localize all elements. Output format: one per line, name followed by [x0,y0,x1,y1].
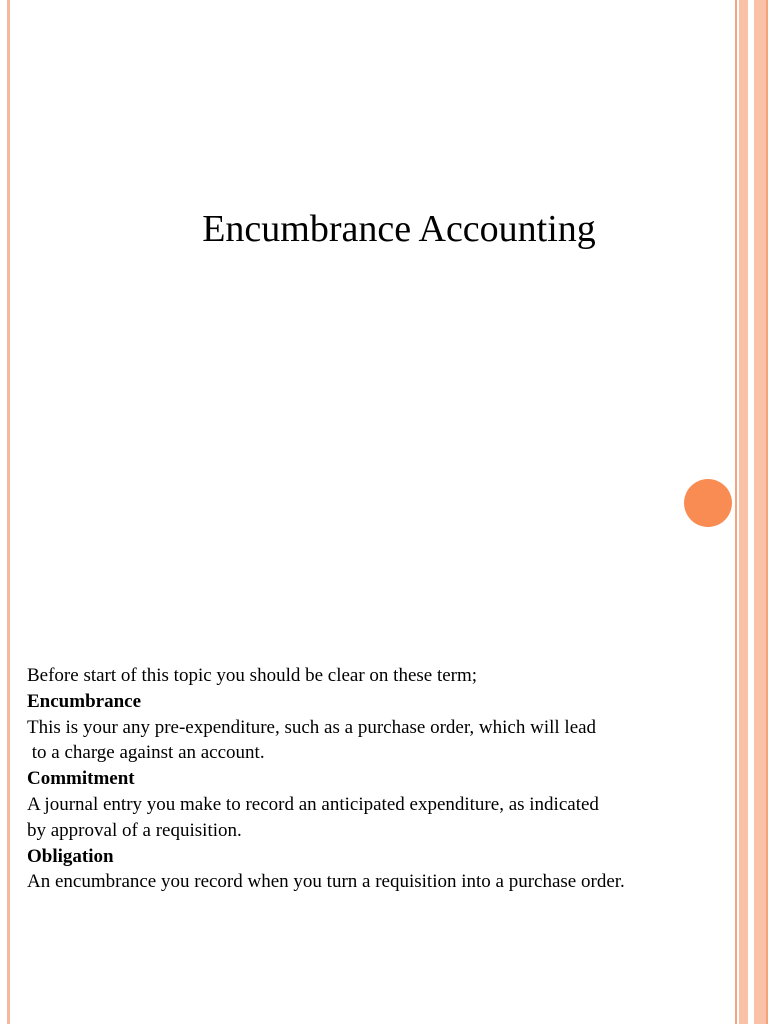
term-definition-line: An encumbrance you record when you turn a requisition into a purchase order. [27,871,625,893]
term-heading-encumbrance: Encumbrance [27,690,141,712]
accent-circle-icon [684,479,732,527]
term-heading-commitment: Commitment [27,768,135,790]
term-heading-obligation: Obligation [27,845,114,867]
right-border-stripe [739,0,748,1024]
right-border-stripe [735,0,737,1024]
slide-body [27,663,727,895]
term-definition-line: by approval of a requisition. [27,819,242,841]
term-definition-line: This is your any pre-expenditure, such as a purchase order, which will lead [27,716,597,738]
term-definition-line: to a charge against an account. [27,742,265,764]
slide-title: Encumbrance Accounting [202,208,596,250]
left-border-line [7,0,10,1024]
term-definition-line: A journal entry you make to record an anticipated expenditure, as indicated [27,793,599,815]
intro-text: Before start of this topic you should be clear on these term; [27,665,478,686]
